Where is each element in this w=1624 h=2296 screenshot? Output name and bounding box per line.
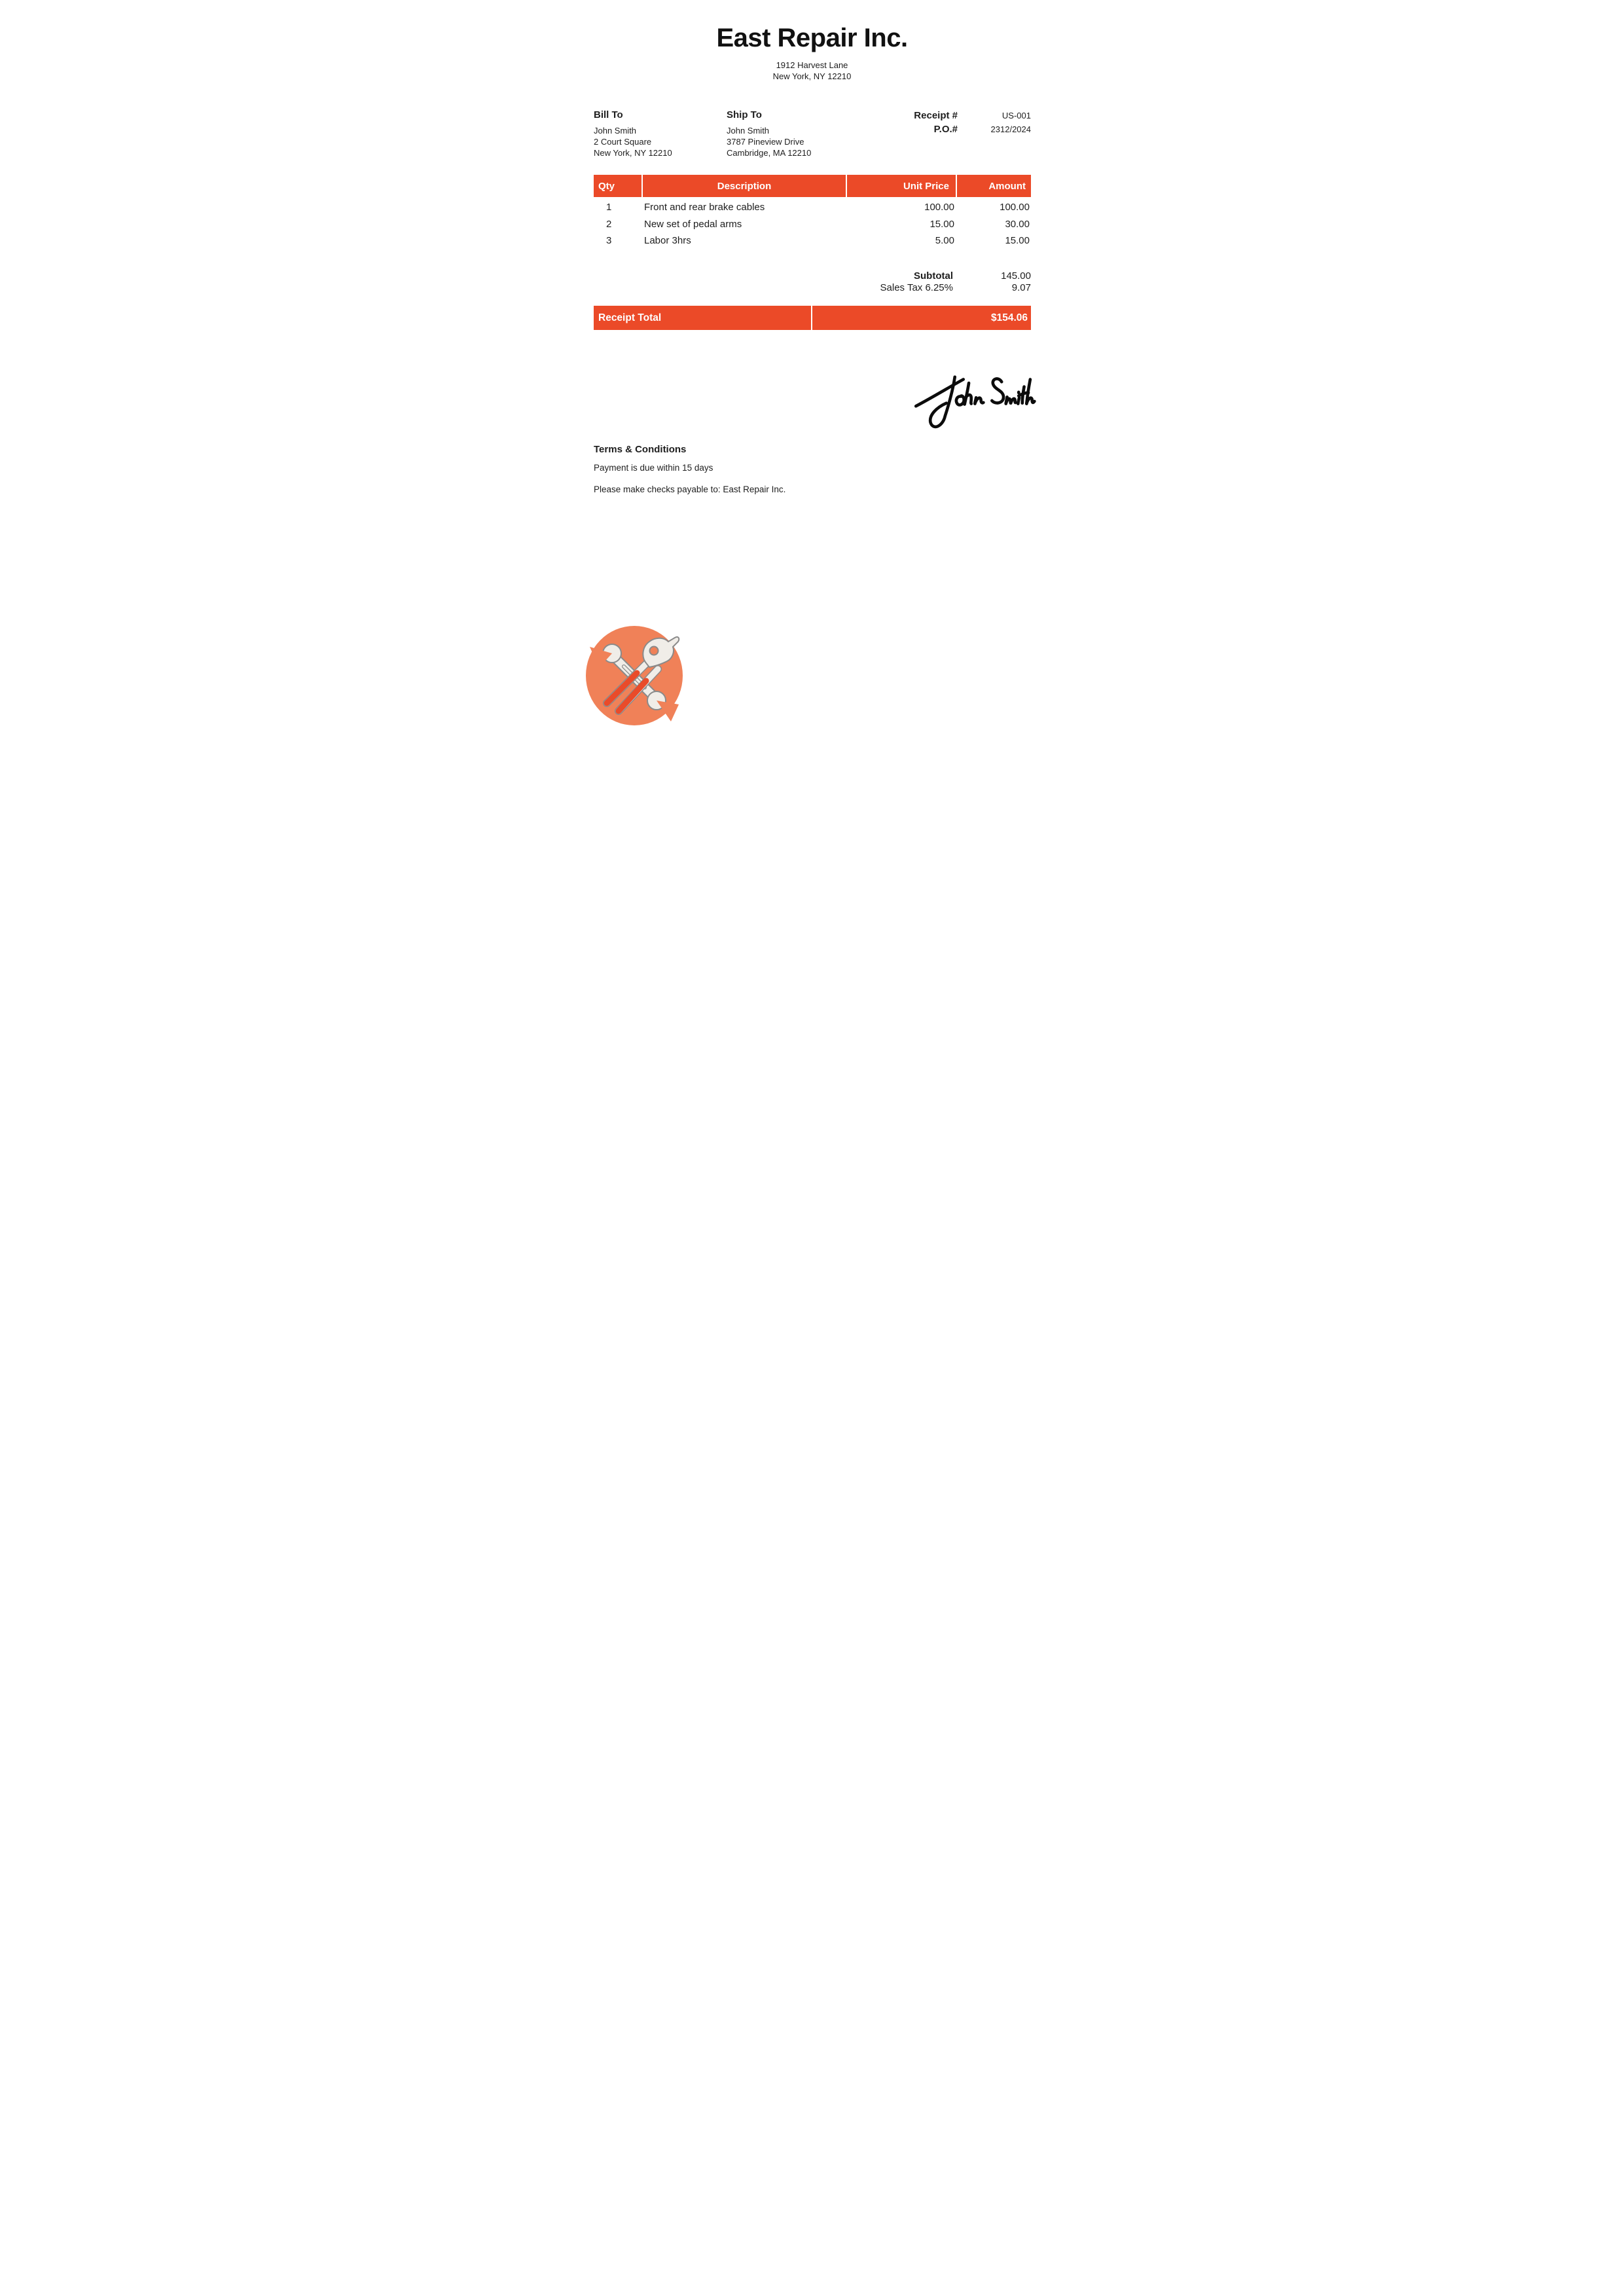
po-number-row — [866, 124, 1031, 137]
item-qty: 1 — [606, 202, 612, 213]
item-description: New set of pedal arms — [644, 218, 742, 230]
receipt-total-value: $154.06 — [812, 306, 1031, 330]
table-row — [594, 232, 1031, 249]
receipt-number-value: US-001 — [1001, 111, 1031, 120]
receipt-number-label: Receipt # — [914, 110, 958, 121]
company-address — [541, 60, 1083, 82]
bill-to-address — [594, 126, 731, 158]
totals-block — [594, 270, 1031, 294]
bill-to-address-line1: 2 Court Square — [594, 136, 652, 147]
item-qty: 3 — [606, 234, 612, 246]
signature — [910, 361, 1038, 449]
ship-to-address-line1: 3787 Pineview Drive — [727, 136, 804, 147]
terms-line: Payment is due within 15 days — [594, 463, 713, 473]
sales-tax-row — [594, 282, 1031, 294]
subtotal-label: Subtotal — [914, 270, 953, 282]
receipt-total-bar — [594, 306, 1031, 330]
item-description: Labor 3hrs — [644, 234, 691, 246]
items-table-header — [594, 175, 1031, 197]
po-number-label: P.O.# — [933, 124, 958, 135]
table-row — [594, 199, 1031, 215]
bill-to-address-line2: New York, NY 12210 — [594, 147, 672, 158]
item-unit-price: 15.00 — [929, 218, 954, 230]
item-qty: 2 — [606, 218, 612, 230]
terms-heading: Terms & Conditions — [594, 444, 687, 455]
ship-to-block — [727, 110, 864, 158]
item-description: Front and rear brake cables — [644, 202, 765, 213]
items-table-body — [594, 199, 1031, 249]
company-name: East Repair Inc. — [716, 24, 908, 52]
item-unit-price: 5.00 — [935, 234, 954, 246]
unit-price-column-header: Unit Price — [847, 175, 956, 197]
bill-to-name: John Smith — [594, 126, 637, 136]
company-address-line1: 1912 Harvest Lane — [776, 60, 848, 70]
receipt-meta — [866, 110, 1031, 137]
ship-to-address-line2: Cambridge, MA 12210 — [727, 147, 812, 158]
amount-column-header: Amount — [957, 175, 1031, 197]
po-number-value: 2312/2024 — [990, 124, 1031, 134]
item-amount: 100.00 — [1000, 202, 1030, 213]
company-logo — [586, 626, 683, 725]
ship-to-label: Ship To — [727, 109, 762, 120]
receipt-page — [541, 0, 1083, 765]
signature-handwriting — [910, 361, 1038, 449]
company-address-line2: New York, NY 12210 — [772, 71, 852, 81]
bill-to-block — [594, 110, 731, 158]
tools-emblem-icon — [586, 626, 683, 725]
company-header — [541, 24, 1083, 82]
ship-to-name: John Smith — [727, 126, 770, 136]
description-column-header: Description — [643, 175, 846, 197]
subtotal-value: 145.00 — [1001, 270, 1031, 282]
receipt-total-label: Receipt Total — [594, 306, 811, 330]
terms-line: Please make checks payable to: East Repair Inc. — [594, 484, 786, 494]
item-unit-price: 100.00 — [924, 202, 954, 213]
ship-to-address — [727, 126, 864, 158]
receipt-number-row — [866, 110, 1031, 124]
sales-tax-value: 9.07 — [1011, 282, 1031, 294]
subtotal-row — [594, 270, 1031, 282]
table-row — [594, 215, 1031, 232]
sales-tax-label: Sales Tax 6.25% — [880, 282, 953, 294]
bill-to-label: Bill To — [594, 109, 623, 120]
item-amount: 30.00 — [1005, 218, 1030, 230]
item-amount: 15.00 — [1005, 234, 1030, 246]
qty-column-header: Qty — [594, 175, 641, 197]
